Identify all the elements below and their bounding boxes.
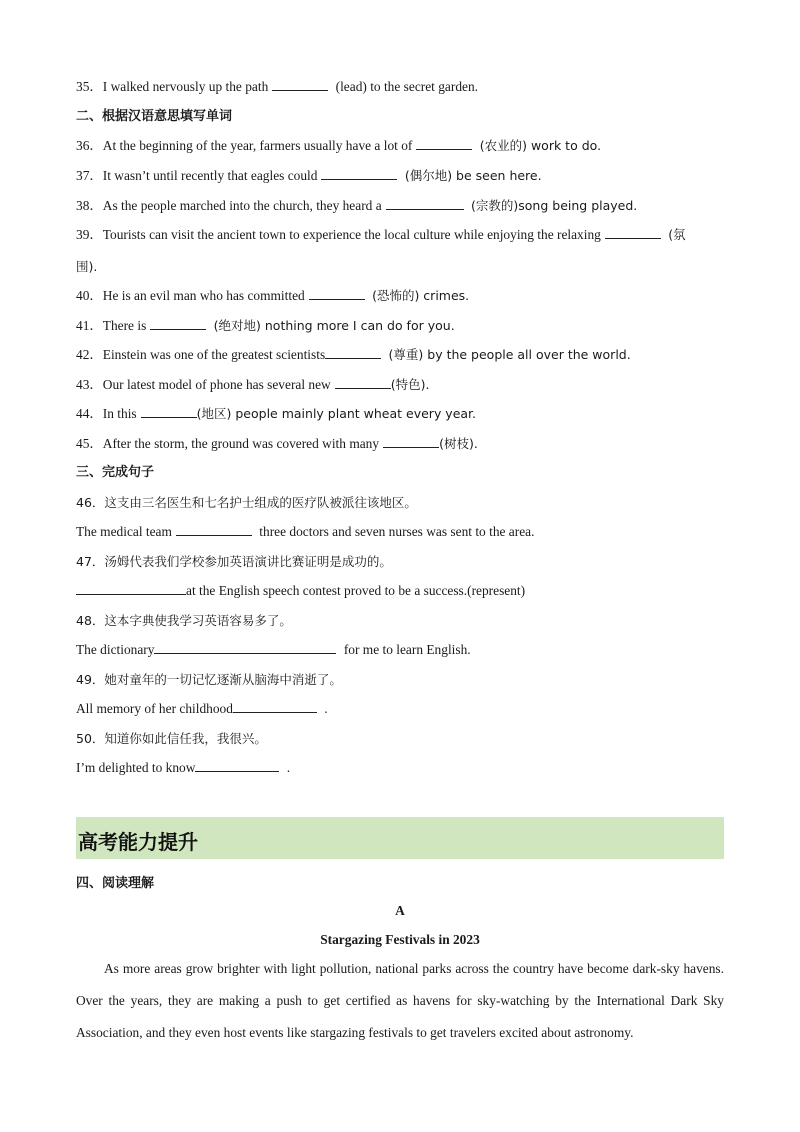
passage-letter: A bbox=[395, 903, 405, 918]
answer-blank[interactable] bbox=[233, 700, 317, 713]
question-48-prompt: 48．这本字典使我学习英语容易多了。 bbox=[76, 613, 292, 628]
answer-blank[interactable] bbox=[325, 346, 381, 359]
question-39: 39．Tourists can visit the ancient town to experience the local culture while enjoying the relaxing (氛 bbox=[76, 227, 686, 242]
answer-blank[interactable] bbox=[195, 759, 279, 772]
question-48-answer: The dictionary for me to learn English. bbox=[76, 642, 471, 657]
answer-blank[interactable] bbox=[154, 641, 336, 654]
answer-blank[interactable] bbox=[383, 435, 439, 448]
question-45: 45．After the storm, the ground was covered with many (树枝). bbox=[76, 436, 478, 451]
question-46-answer: The medical team three doctors and seven nurses was sent to the area. bbox=[76, 524, 535, 539]
passage-paragraph: As more areas grow brighter with light pollution, national parks across the country have become dark-sky havens. Over the years, they are making a push to get certified as havens for sky-watching by the International Dark Sky Association, and they even host events like stargazing festivals to get travelers excited about astronomy. bbox=[76, 961, 724, 1040]
question-35: 35．I walked nervously up the path (lead) to the secret garden. bbox=[76, 79, 479, 94]
question-49-prompt: 49．她对童年的一切记忆逐渐从脑海中消逝了。 bbox=[76, 672, 342, 687]
section-heading-4: 四、阅读理解 bbox=[76, 876, 155, 891]
question-40: 40．He is an evil man who has committed (恐怖的) crimes. bbox=[76, 288, 470, 303]
answer-blank[interactable] bbox=[76, 582, 186, 595]
banner-title: 高考能力提升 bbox=[78, 830, 198, 854]
question-50-prompt: 50．知道你如此信任我，我很兴。 bbox=[76, 731, 267, 746]
question-49-answer: All memory of her childhood . bbox=[76, 701, 328, 716]
section-banner bbox=[76, 817, 724, 859]
answer-blank[interactable] bbox=[176, 523, 252, 536]
answer-blank[interactable] bbox=[141, 405, 197, 418]
question-41: 41．There is (绝对地) nothing more I can do for you. bbox=[76, 318, 455, 333]
answer-blank[interactable] bbox=[605, 226, 661, 239]
answer-blank[interactable] bbox=[150, 317, 206, 330]
answer-blank[interactable] bbox=[416, 137, 472, 150]
question-38: 38．As the people marched into the church, they heard a (宗教的)song being played. bbox=[76, 198, 638, 213]
answer-blank[interactable] bbox=[272, 78, 328, 91]
answer-blank[interactable] bbox=[386, 197, 464, 210]
answer-blank[interactable] bbox=[309, 287, 365, 300]
question-39-continuation: 围). bbox=[76, 259, 98, 274]
question-44: 44．In this (地区) people mainly plant wheat every year. bbox=[76, 406, 477, 421]
question-36: 36．At the beginning of the year, farmers usually have a lot of (农业的) work to do. bbox=[76, 138, 602, 153]
passage-title: Stargazing Festivals in 2023 bbox=[320, 932, 480, 947]
answer-blank[interactable] bbox=[321, 167, 397, 180]
question-46-prompt: 46．这支由三名医生和七名护士组成的医疗队被派往该地区。 bbox=[76, 495, 417, 510]
question-47-prompt: 47．汤姆代表我们学校参加英语演讲比赛证明是成功的。 bbox=[76, 554, 392, 569]
question-42: 42．Einstein was one of the greatest scientists (尊重) by the people all over the world. bbox=[76, 347, 631, 362]
question-50-answer: I’m delighted to know . bbox=[76, 760, 291, 775]
question-47-answer: at the English speech contest proved to be a success.(represent) bbox=[76, 582, 724, 600]
section-heading-3: 三、完成句子 bbox=[76, 465, 155, 480]
passage-body bbox=[76, 953, 724, 1049]
section-heading-2: 二、根据汉语意思填写单词 bbox=[76, 109, 233, 124]
question-43: 43．Our latest model of phone has several new (特色). bbox=[76, 377, 430, 392]
answer-blank[interactable] bbox=[335, 376, 391, 389]
question-37: 37．It wasn’t until recently that eagles could (偶尔地) be seen here. bbox=[76, 168, 542, 183]
